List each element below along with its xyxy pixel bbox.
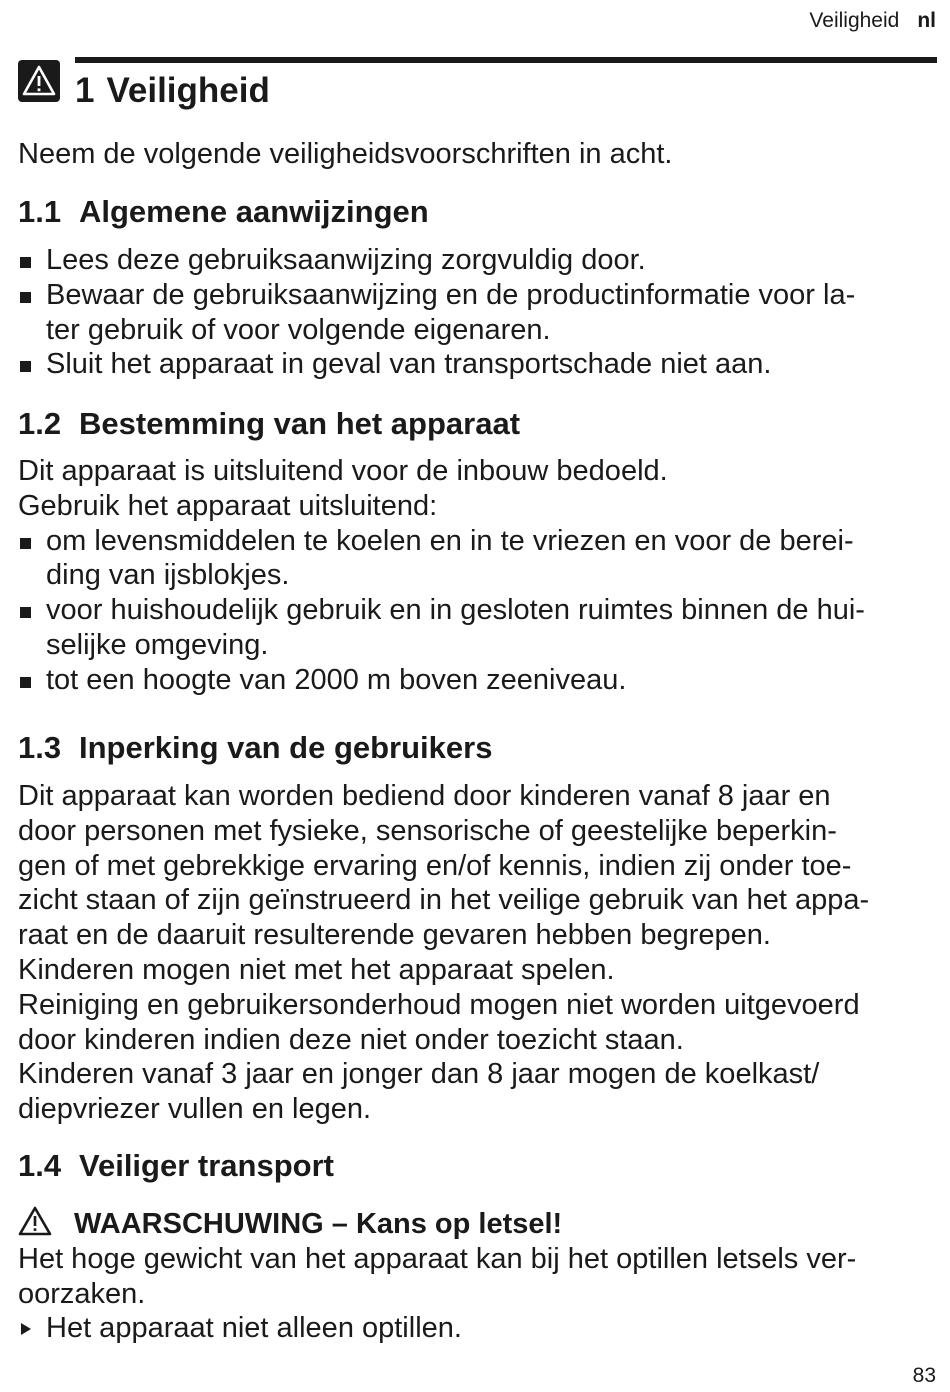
list-item-text: voor huishoudelijk gebruik en in gesloten ruimtes binnen de hui-	[46, 594, 865, 627]
warning-block	[18, 1206, 938, 1346]
page-number: 83	[912, 1364, 936, 1387]
section-title: Algemene aanwijzingen	[79, 194, 429, 229]
section-heading-1-3	[18, 728, 492, 768]
bullet-list	[18, 243, 938, 382]
warning-text-line: Het hoge gewicht van het apparaat kan bij het optillen letsels ver-	[18, 1242, 857, 1275]
bullet-square-icon	[20, 538, 31, 549]
warning-text-line: oorzaken.	[18, 1277, 146, 1310]
section-1-1-body	[18, 243, 938, 382]
bullet-square-icon	[20, 677, 31, 688]
text-line: Dit apparaat kan worden bediend door kinderen vanaf 8 jaar en	[18, 780, 831, 812]
section-title: Veiliger transport	[79, 1148, 334, 1183]
section-heading-1-1	[18, 192, 429, 232]
paragraph: Gebruik het apparaat uitsluitend:	[18, 489, 438, 522]
warning-heading	[18, 1206, 938, 1242]
chapter-intro	[18, 137, 938, 172]
text-line: diepvriezer vullen en legen.	[18, 1093, 372, 1126]
list-item-text: selijke omgeving.	[46, 628, 269, 661]
section-number: 1.4	[18, 1148, 62, 1183]
header-rule	[75, 57, 937, 63]
list-item	[18, 347, 938, 382]
warning-icon	[18, 60, 60, 102]
list-item-text: ding van ijsblokjes.	[46, 559, 290, 592]
text-line: Reiniging en gebruikersonderhoud mogen niet worden uitgevoerd	[18, 988, 860, 1021]
paragraph: Dit apparaat is uitsluitend voor de inbouw bedoeld.	[18, 455, 668, 487]
list-item-text: om levensmiddelen te koelen en in te vriezen en voor de berei-	[46, 524, 854, 557]
text-line: raat en de daaruit resulterende gevaren hebben begrepen.	[18, 919, 771, 952]
warning-triangle-icon	[18, 1206, 52, 1236]
section-title: Inperking van de gebruikers	[79, 730, 493, 765]
section-heading-1-2	[18, 404, 520, 444]
section-number: 1.2	[18, 406, 62, 441]
list-item-text: Sluit het apparaat in geval van transportschade niet aan.	[46, 348, 772, 381]
running-head-language: nl	[917, 9, 936, 32]
text-line: Kinderen vanaf 3 jaar en jonger dan 8 jaar mogen de koelkast/	[18, 1058, 820, 1091]
action-text: Het apparaat niet alleen optillen.	[46, 1312, 462, 1345]
section-number: 1.1	[18, 194, 62, 229]
action-arrow-icon	[21, 1323, 31, 1335]
text-line: Kinderen mogen niet met het apparaat spelen.	[18, 953, 615, 986]
text-line: door personen met fysieke, sensorische of geestelijke beperkin-	[18, 814, 837, 847]
warning-heading-text: WAARSCHUWING – Kans op letsel!	[74, 1208, 563, 1240]
list-item-text: ter gebruik of voor volgende eigenaren.	[46, 313, 551, 346]
chapter-number: 1	[75, 71, 95, 110]
list-item	[18, 593, 938, 663]
list-item-text: Bewaar de gebruiksaanwijzing en de productinformatie voor la-	[46, 278, 856, 311]
chapter-title	[75, 68, 270, 114]
running-head	[809, 8, 936, 34]
running-head-title: Veiligheid	[809, 9, 900, 32]
chapter-title-text: Veiligheid	[106, 71, 270, 110]
list-item	[18, 524, 938, 594]
section-1-2-body	[18, 454, 938, 698]
list-item-text: Lees deze gebruiksaanwijzing zorgvuldig door.	[46, 244, 646, 276]
text-line: door kinderen indien deze niet onder toezicht staan.	[18, 1023, 684, 1056]
text-line: gen of met gebrekkige ervaring en/of kennis, indien zij onder toe-	[18, 849, 852, 882]
bullet-list	[18, 524, 938, 698]
list-item	[18, 278, 938, 348]
action-item	[18, 1311, 938, 1346]
bullet-square-icon	[20, 257, 31, 268]
text-line: zicht staan of zijn geïnstrueerd in het veilige gebruik van het appa-	[18, 884, 870, 917]
section-number: 1.3	[18, 730, 62, 765]
bullet-square-icon	[20, 292, 31, 303]
list-item	[18, 243, 938, 278]
bullet-square-icon	[20, 607, 31, 618]
list-item-text: tot een hoogte van 2000 m boven zeeniveau.	[46, 663, 627, 696]
section-1-3-body	[18, 779, 938, 1127]
section-title: Bestemming van het apparaat	[79, 406, 521, 441]
bullet-square-icon	[20, 361, 31, 372]
section-heading-1-4	[18, 1146, 334, 1186]
list-item	[18, 663, 938, 698]
intro-text: Neem de volgende veiligheidsvoorschriften in acht.	[18, 138, 673, 170]
